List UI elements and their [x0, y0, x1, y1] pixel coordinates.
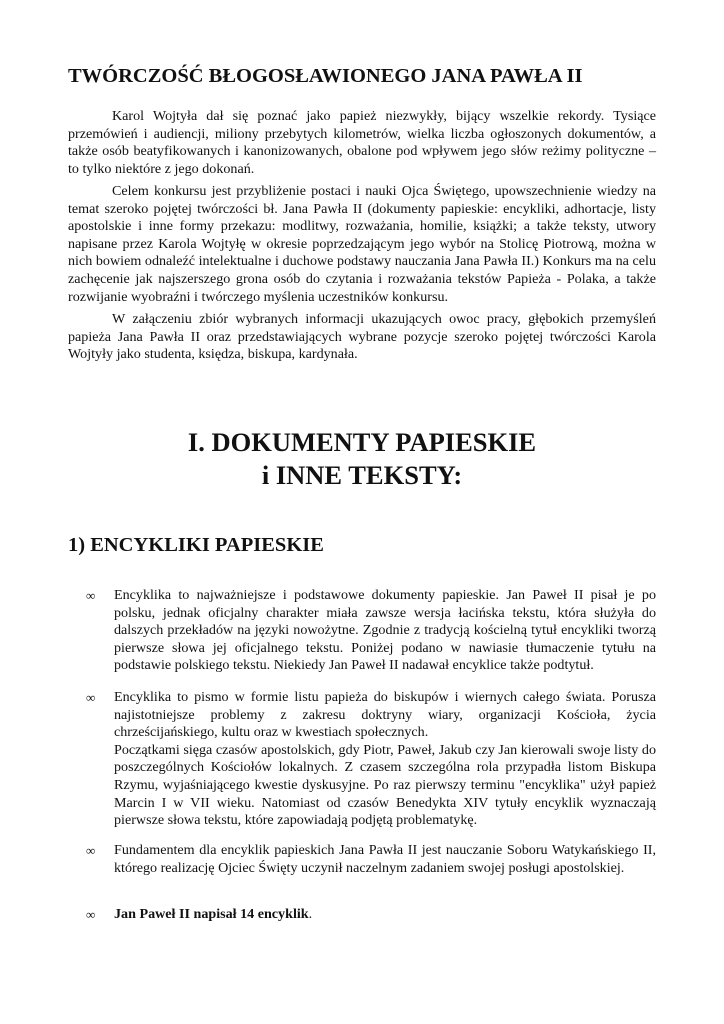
list-item-text: Fundamentem dla encyklik papieskich Jana Pawła II jest nauczanie Soboru Watykańskiego II, którego realizację Ojciec Święty uczynił naczelnym zadaniem swojej posługi apostolskiej.: [114, 842, 656, 876]
list-item: [86, 906, 656, 924]
list-item-text: Encyklika to pismo w formie listu papieża do biskupów i wiernych całego świata. Porusza najistotniejsze problemy z zakresu doktryny wiary, organizacji Kościoła, życia chrześcijańskiego, kultu oraz w kwestiach społecznych.: [114, 689, 656, 741]
section-heading: [0, 426, 724, 492]
infinity-bullet-icon: ∞: [86, 690, 96, 705]
section-heading-line-2: i INNE TEKSTY:: [261, 460, 463, 490]
list-item: [86, 689, 656, 830]
infinity-bullet-icon: ∞: [86, 843, 96, 858]
subsection-heading: 1) ENCYKLIKI PAPIESKIE: [68, 534, 324, 556]
list-item-text: Encyklika to najważniejsze i podstawowe dokumenty papieskie. Jan Paweł II pisał je po polsku, jednak oficjalny charakter miała zawsze wersja łacińska tekstu, która służyła do dalszych przekładów na języki nowożytne. Zgodnie z tradycją kościelną tytuł encykliki tworzą pierwsze słowa jej oficjalnego tekstu. Poniżej podano w nawiasie tłumaczenie tytułu na podstawie polskiego tekstu. Niekiedy Jan Paweł II nadawał encyklice także podtytuł.: [114, 587, 656, 674]
section-heading-line-1: I. DOKUMENTY PAPIESKIE: [187, 427, 537, 457]
list-item-tail: .: [308, 906, 313, 922]
intro-paragraph-1: Karol Wojtyła dał się poznać jako papież niezwykły, bijący wszelkie rekordy. Tysiące przemówień i audiencji, miliony przebytych kilometrów, wielka liczba ogłoszonych dokumentów, a także osób beatyfikowanych i kanonizowanych, obalone pod wpływem jego słów reżimy polityczne – to tylko niektóre z jego dokonań.: [68, 108, 656, 177]
list-item-text-continued: Początkami sięga czasów apostolskich, gdy Piotr, Paweł, Jakub czy Jan kierowali swoje listy do poszczególnych Kościołów lokalnych. Z czasem szczególna rola przypadła listom Biskupa Rzymu, wyjaśniającego kwestie dyskusyjne. Po raz pierwszy terminu "encyklika" użył papież Marcin I w VII wieku. Natomiast od czasów Benedykta XIV tytuły encyklik wyznaczają pierwsze słowa tekstu, które zapowiadają podjętą problematykę.: [114, 741, 656, 829]
infinity-bullet-icon: ∞: [86, 907, 96, 922]
intro-paragraph-3: W załączeniu zbiór wybranych informacji ukazujących owoc pracy, głębokich przemyśleń papieża Jana Pawła II oraz przedstawiających wybrane pozycje szeroko pojętej twórczości Karola Wojtyły jako studenta, księdza, biskupa, kardynała.: [68, 311, 656, 363]
list-item: [86, 587, 656, 675]
page-title: TWÓRCZOŚĆ BŁOGOSŁAWIONEGO JANA PAWŁA II: [68, 65, 583, 87]
intro-paragraph-2: Celem konkursu jest przybliżenie postaci i nauki Ojca Świętego, upowszechnienie wiedzy na temat szeroko pojętej twórczości bł. Jana Pawła II (dokumenty papieskie: encykliki, adhortacje, listy apostolskie i inne formy przekazu: modlitwy, rozważania, homilie, książki; a także teksty, utwory napisane przez Karola Wojtyłę w okresie poprzedzającym jego wybór na Stolicę Piotrową, można w nich bowiem odnaleźć intelektualne i duchowe podstawy nauczania Jana Pawła II.) Konkurs ma na celu zachęcenie jak najszerszego grona osób do czytania i rozważania tekstów Papieża - Polaka, a także rozwijanie wyobraźni i twórczego myślenia uczestników konkursu.: [68, 183, 656, 305]
list-item: [86, 842, 656, 877]
encyclical-count-text: Jan Paweł II napisał 14 encyklik: [114, 906, 309, 922]
infinity-bullet-icon: ∞: [86, 588, 96, 603]
list-item-text: [114, 906, 656, 924]
